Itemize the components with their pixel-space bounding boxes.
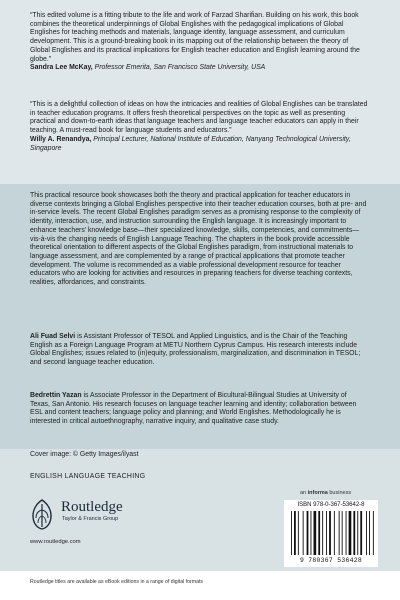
barcode-bar [318, 511, 320, 555]
isbn-label: ISBN 978-0-367-53642-8 [297, 502, 365, 508]
cover-credit: Cover image: © Getty Images/ilyast [30, 451, 139, 458]
publisher-name: Routledge [61, 499, 123, 515]
endorsement-2-author: Willy A. Renandya, [30, 135, 92, 143]
barcode-bar [366, 511, 367, 555]
barcode-bar [326, 511, 327, 555]
barcode-bar [357, 511, 358, 555]
endorsement-1-text: “This edited volume is a fitting tribute to the life and work of Farzad Sharifian. Building on his work, this book combines the theoretical underpinnings of Global Englishes with the pedagogical implications of Global Englishes for teaching methods and materials, language identity, language assessment, and curriculum development. This is a ground-breaking book in its mapping out of the relationship between the theory of Global Englishes and its practical implications for English teacher education and English learning around the globe.” [30, 12, 360, 63]
barcode-bar [353, 511, 355, 555]
footer [0, 571, 400, 600]
barcode-bar [303, 511, 304, 555]
barcode-bar [291, 511, 292, 555]
publisher-logo [27, 496, 157, 536]
barcode-bar [307, 511, 309, 555]
barcode-bar [322, 511, 323, 555]
endorsement-1 [30, 12, 368, 73]
publisher-group: Taylor & Francis Group [62, 516, 119, 522]
informa-name: informa [307, 490, 328, 496]
barcode-bar [360, 511, 362, 555]
barcode-bar [334, 511, 335, 555]
barcode-box [284, 500, 378, 567]
routledge-logo-icon [27, 498, 57, 530]
barcode-icon [291, 511, 375, 555]
endorsement-1-attribution [30, 64, 368, 73]
author-bio-1-text: is Assistant Professor of TESOL and Applied Linguistics, and is the Chair of the Teaching English as a Foreign Language Program at METU Northern Cyprus Campus. His research interests include Global Englishes; issues related to (in)equity, professionalism, marginalization, and discrimination in TESOL; and second language teacher education. [30, 333, 361, 367]
barcode-bar [369, 511, 370, 555]
author-bio-1 [30, 333, 368, 368]
book-description-text: This practical resource book showcases both the theory and practical application for teacher educators in diverse contexts bringing a Global Englishes perspective into their teacher education courses, both at pre- and in-service levels. The recent Global Englishes paradigm serves as a promising response to the complexity of identity, interaction, use, and instruction surrounding the English language. It is increasingly important to enhance teachers’ knowledge base—their specialized knowledge, skills, competencies, and commitments—vis-à-vis the changing needs of English Language Teaching. The chapters in the book provide accessible theoretical orientation to different aspects of the Global Englishes paradigm, from instructional materials to language assessment, and are complemented by a range of practical applications that promote teacher development. The volume is recommended as a viable professional development resource for teacher educators who are looking for activities and resources in preparing teachers for diverse teaching contexts, realities, affordances, and constraints. [30, 192, 367, 287]
endorsement-2-affiliation: Principal Lecturer, National Institute of Education, Nanyang Technological University, Singapore [30, 135, 351, 152]
barcode-bar [329, 511, 331, 555]
author-bio-2-text: is Associate Professor in the Department of Bicultural-Bilingual Studies at University of Texas, San Antonio. His research focuses on language teacher learning and identity; collaboration between ESL and content teachers; language policy and planning; and World Englishes. Methodologically he is interested in critical autoethnography, narrative inquiry, and qualitative case study. [30, 392, 357, 426]
author-bio-1-name: Ali Fuad Selvi [30, 333, 76, 340]
endorsement-1-affiliation: Professor Emerita, San Francisco State University, USA [94, 64, 266, 72]
barcode-bar [311, 511, 312, 555]
barcode-bar [373, 511, 374, 555]
author-bio-1-paragraph [30, 333, 368, 368]
barcode-bar [294, 511, 296, 555]
barcode-bar [349, 511, 352, 555]
author-bio-2-name: Bedrettin Yazan [30, 392, 82, 399]
barcode-bar [314, 511, 317, 555]
book-description [30, 192, 368, 288]
footer-ebook-note: Routledge titles are available as eBook editions in a range of digital formats [30, 579, 204, 585]
endorsement-1-author: Sandra Lee McKay, [30, 64, 93, 72]
author-bio-2-paragraph [30, 392, 368, 427]
author-bio-2 [30, 392, 368, 427]
barcode-number: 9 780367 536428 [299, 557, 363, 564]
barcode-bar [342, 511, 343, 555]
informa-business-label [300, 490, 351, 496]
publisher-website: www.routledge.com [30, 539, 81, 545]
endorsement-2-text: “This is a delightful collection of ideas on how the intricacies and realities of Global Englishes can be translated in teacher education programs. It offers fresh theoretical perspectives on the topic as well as presenting practical and down-to-earth ideas that language teachers and language teacher educators can apply in their teaching. A must-read book for language students and educators.” [30, 101, 368, 135]
subject-category: ENGLISH LANGUAGE TEACHING [30, 473, 146, 480]
barcode-bar [346, 511, 347, 555]
barcode-bar [298, 511, 299, 555]
endorsement-2-attribution [30, 136, 368, 153]
informa-prefix: an [300, 490, 307, 496]
barcode-bar [339, 511, 340, 555]
endorsement-2 [30, 101, 368, 153]
informa-suffix: business [329, 490, 352, 496]
